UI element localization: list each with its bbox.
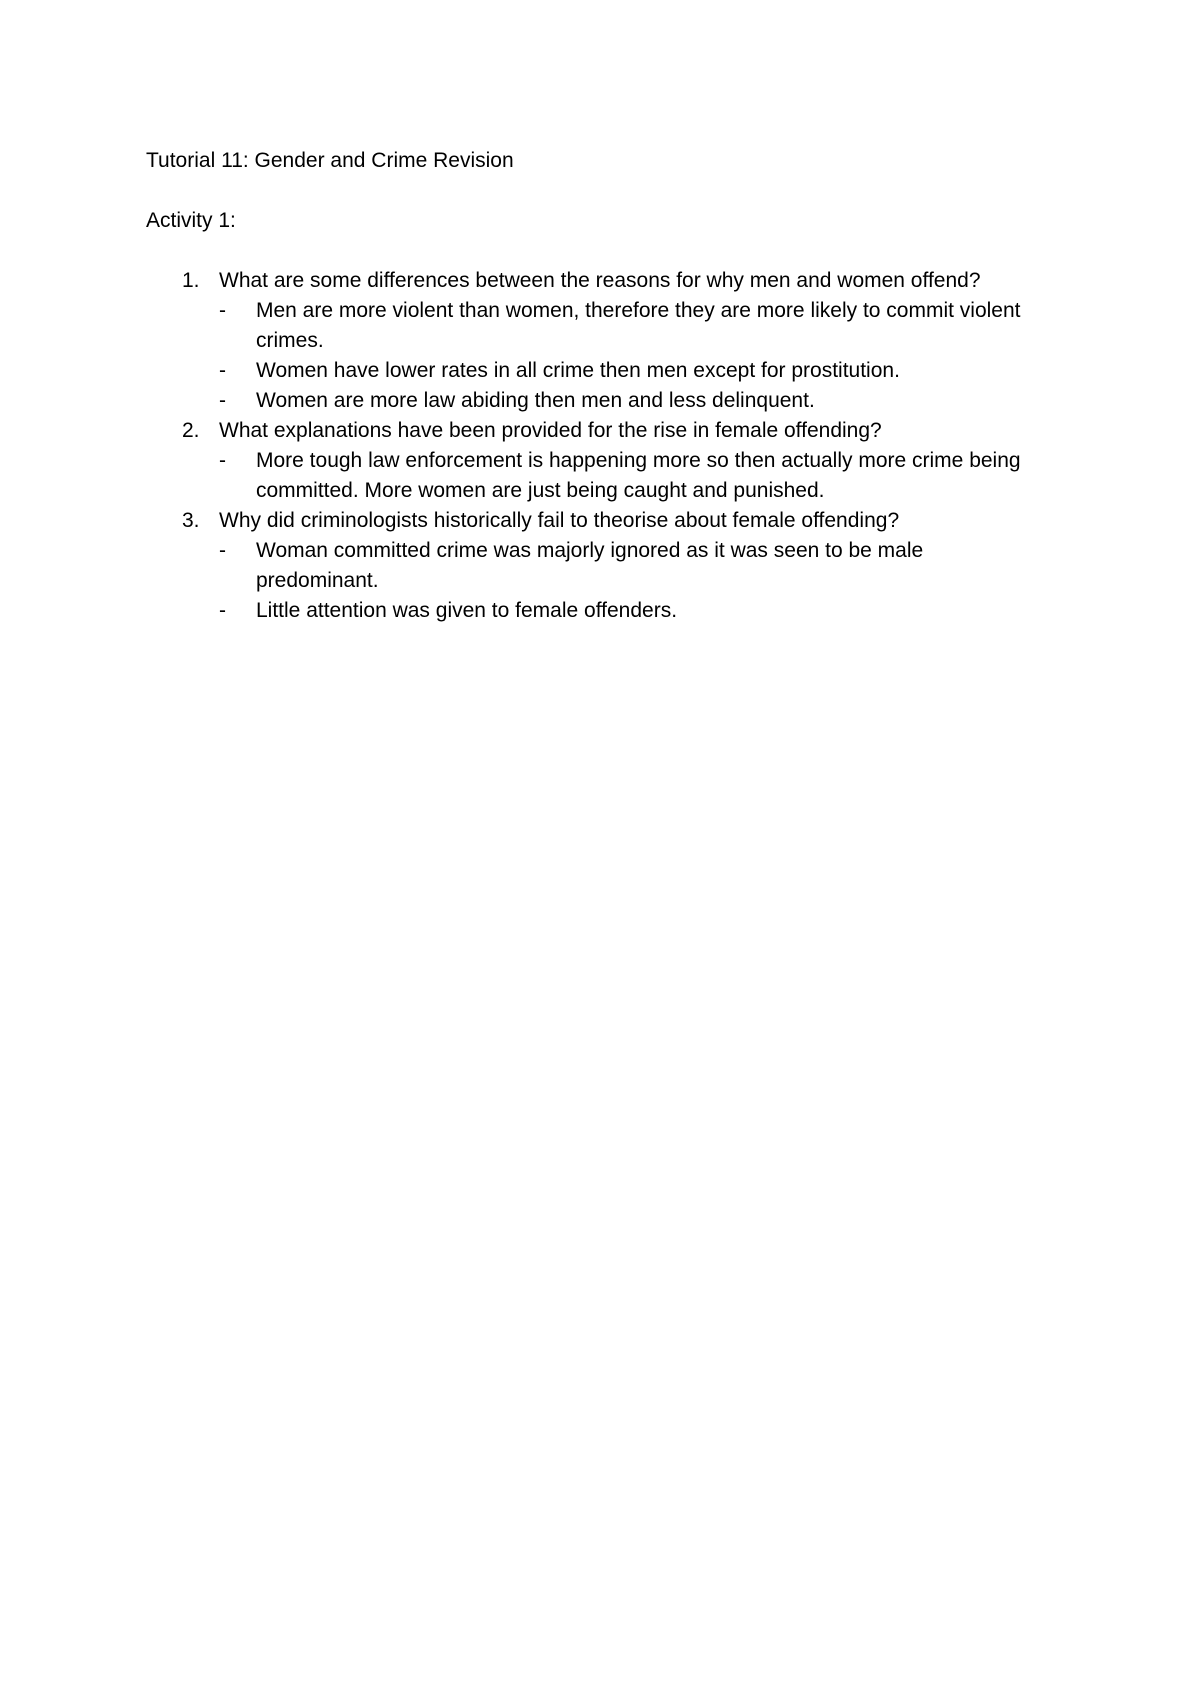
answer-text: Little attention was given to female offenders. [256, 599, 678, 622]
answer-dash: - [219, 539, 226, 562]
answer-list [219, 296, 1066, 416]
question-item [146, 506, 1066, 626]
answer-dash: - [219, 389, 226, 412]
answer-text: Women have lower rates in all crime then men except for prostitution. [256, 359, 900, 382]
question-number: 1. [182, 269, 200, 292]
answer-dash: - [219, 599, 226, 622]
question-text: What are some differences between the reasons for why men and women offend? [219, 269, 981, 292]
question-text: What explanations have been provided for the rise in female offending? [219, 419, 882, 442]
question-number: 2. [182, 419, 200, 442]
answer-item [219, 296, 1066, 356]
answer-item [219, 446, 1066, 506]
answer-item [219, 596, 1066, 626]
answer-dash: - [219, 299, 226, 322]
question-list [146, 266, 1066, 626]
answer-item [219, 536, 1066, 596]
answer-text: More tough law enforcement is happening more so then actually more crime being committed. More women are just being caught and punished. [256, 449, 1021, 502]
answer-item [219, 356, 1066, 386]
answer-list [219, 536, 1066, 626]
answer-text: Men are more violent than women, therefore they are more likely to commit violent crimes. [256, 299, 1021, 352]
answer-text: Woman committed crime was majorly ignored as it was seen to be male predominant. [256, 539, 924, 592]
answer-dash: - [219, 359, 226, 382]
activity-heading: Activity 1: [146, 209, 236, 232]
answer-list [219, 446, 1066, 506]
answer-text: Women are more law abiding then men and less delinquent. [256, 389, 815, 412]
answer-dash: - [219, 449, 226, 472]
question-number: 3. [182, 509, 200, 532]
question-item [146, 266, 1066, 416]
answer-item [219, 386, 1066, 416]
question-text: Why did criminologists historically fail to theorise about female offending? [219, 509, 900, 532]
document-body [146, 146, 1066, 626]
document-title: Tutorial 11: Gender and Crime Revision [146, 149, 514, 172]
question-item [146, 416, 1066, 506]
